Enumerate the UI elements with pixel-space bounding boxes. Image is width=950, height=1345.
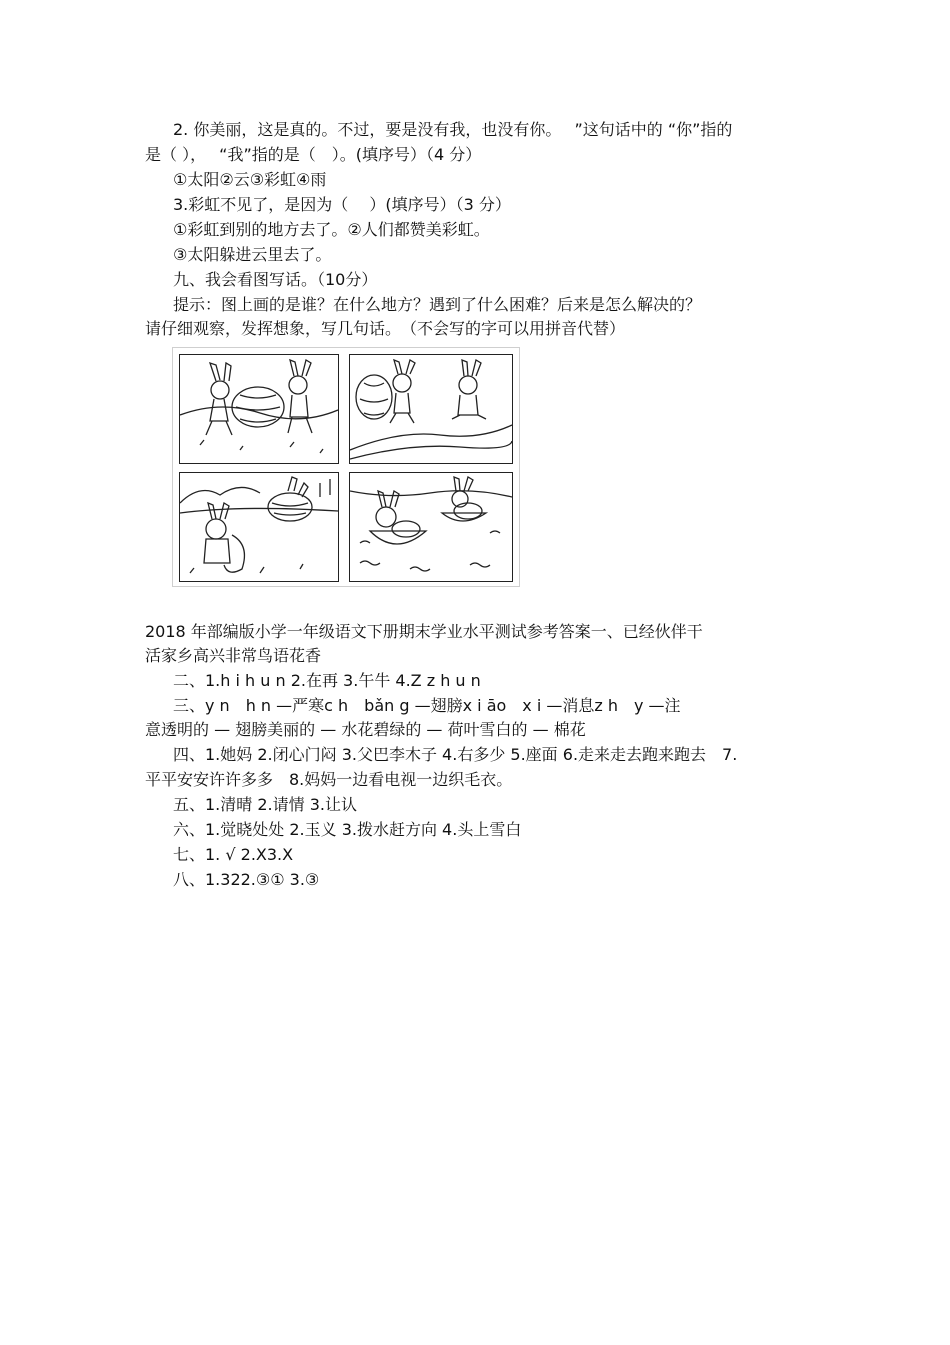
answer-section-6: 六、1.觉晓处处 2.玉义 3.拨水赶方向 4.头上雪白 [173, 820, 522, 839]
section-9-heading: 九、我会看图写话。（10分） [173, 270, 378, 289]
section-9-hint-1: 提示：图上画的是谁？在什么地方？遇到了什么困难？后来是怎么解决的？ [173, 295, 702, 314]
answer-section-7: 七、1. √ 2.X3.X [173, 845, 294, 864]
answer-section-4-line-1: 四、1.她妈 2.闭心门闷 3.父巴李木子 4.右多少 5.座面 6.走来走去跑来跑去 7. [173, 745, 738, 764]
story-illustration [172, 347, 520, 587]
panel-rabbits-float-in-basket [349, 472, 513, 582]
answer-section-4-line-2: 平平安安许许多多 8.妈妈一边看电视一边织毛衣。 [145, 770, 513, 789]
section-9-hint-2: 请仔细观察，发挥想象，写几句话。 （不会写的字可以用拼音代替） [145, 319, 626, 338]
panel-watermelon-rolls-to-river [349, 354, 513, 464]
panel-rabbits-carry-watermelon [179, 354, 339, 464]
answer-section-3-line-1: 三、y n h n —严寒c h bǎn g —翅膀x i āo x i —消息z h y —注 [173, 696, 681, 715]
answer-section-5: 五、1.清晴 2.请情 3.让认 [173, 795, 357, 814]
panel-rabbit-with-basket [179, 472, 339, 582]
question-3: 3.彩虹不见了，是因为（ ）(填序号）（3 分） [173, 195, 511, 214]
answer-section-2: 二、1.h i h u n 2.在再 3.午牛 4.Z z h u n [173, 671, 481, 690]
question-3-options-1: ①彩虹到别的地方去了。②人们都赞美彩虹。 [173, 220, 490, 239]
question-2-line-2: 是（ ）， “我”指的是（ ）。(填序号）（4 分） [145, 145, 482, 164]
answer-key-title: 2018 年部编版小学一年级语文下册期末学业水平测试参考答案一、已经伙伴干 [145, 622, 703, 641]
question-3-options-2: ③太阳躲进云里去了。 [173, 245, 332, 264]
answer-section-3-line-2: 意透明的 — 翅膀美丽的 — 水花碧绿的 — 荷叶雪白的 — 棉花 [145, 720, 586, 739]
question-2-options: ①太阳②云③彩虹④雨 [173, 170, 327, 189]
answer-section-1: 活家乡高兴非常鸟语花香 [145, 646, 322, 665]
question-2-line-1: 2. 你美丽，这是真的。不过，要是没有我，也没有你。 ”这句话中的 “你”指的 [173, 120, 733, 139]
answer-section-8: 八、1.322.③① 3.③ [173, 870, 320, 889]
